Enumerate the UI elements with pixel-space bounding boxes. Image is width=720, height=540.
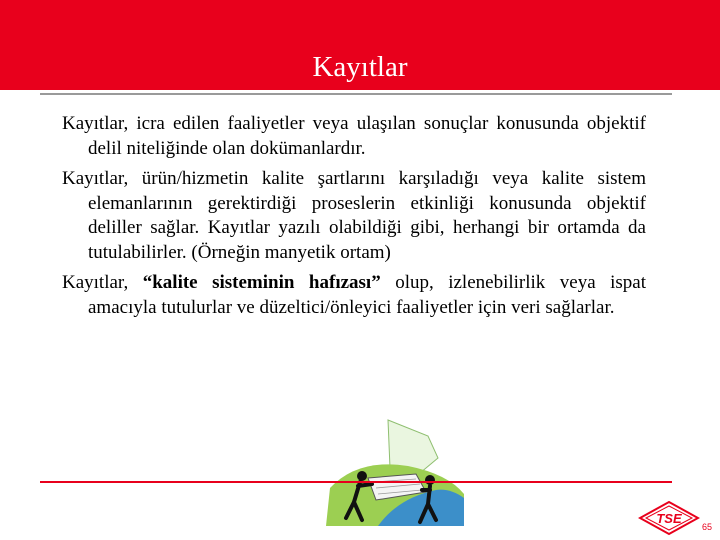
page-number: 65 [701,522,712,532]
paragraph-3-start: Kayıtlar, [62,272,143,293]
clipart-people-carrying-document [318,418,468,530]
tse-logo-text: TSE [656,511,682,526]
footer-divider [40,481,672,483]
paragraph-1: Kayıtlar, icra edilen faaliyetler veya ulaşılan sonuçlar konusunda objektif delil niteliğinde olan dokümanlardır. [62,113,646,159]
title-divider [40,93,672,95]
paragraph-3-bold: “kalite sisteminin hafızası” [142,272,381,293]
paragraph-3 [62,271,646,320]
paragraph-3-end: olup, izlenebilirlik veya ispat amacıyla tutulurlar ve düzeltici/önleyici faaliyetler için veri sağlarlar. [88,272,647,318]
slide-title: Kayıtlar [312,51,408,83]
slide-body [62,112,646,326]
tse-logo [638,500,700,536]
paragraph-2: Kayıtlar, ürün/hizmetin kalite şartlarını karşıladığı veya kalite sistem elemanlarının gerektirdiği proseslerin etkinliği konusunda objektif deliller sağlar. Kayıtlar yazılı olabildiği gibi, herhangi bir ortamda da tutulabilirler. (Örneğin manyetik ortam) [62,168,646,263]
